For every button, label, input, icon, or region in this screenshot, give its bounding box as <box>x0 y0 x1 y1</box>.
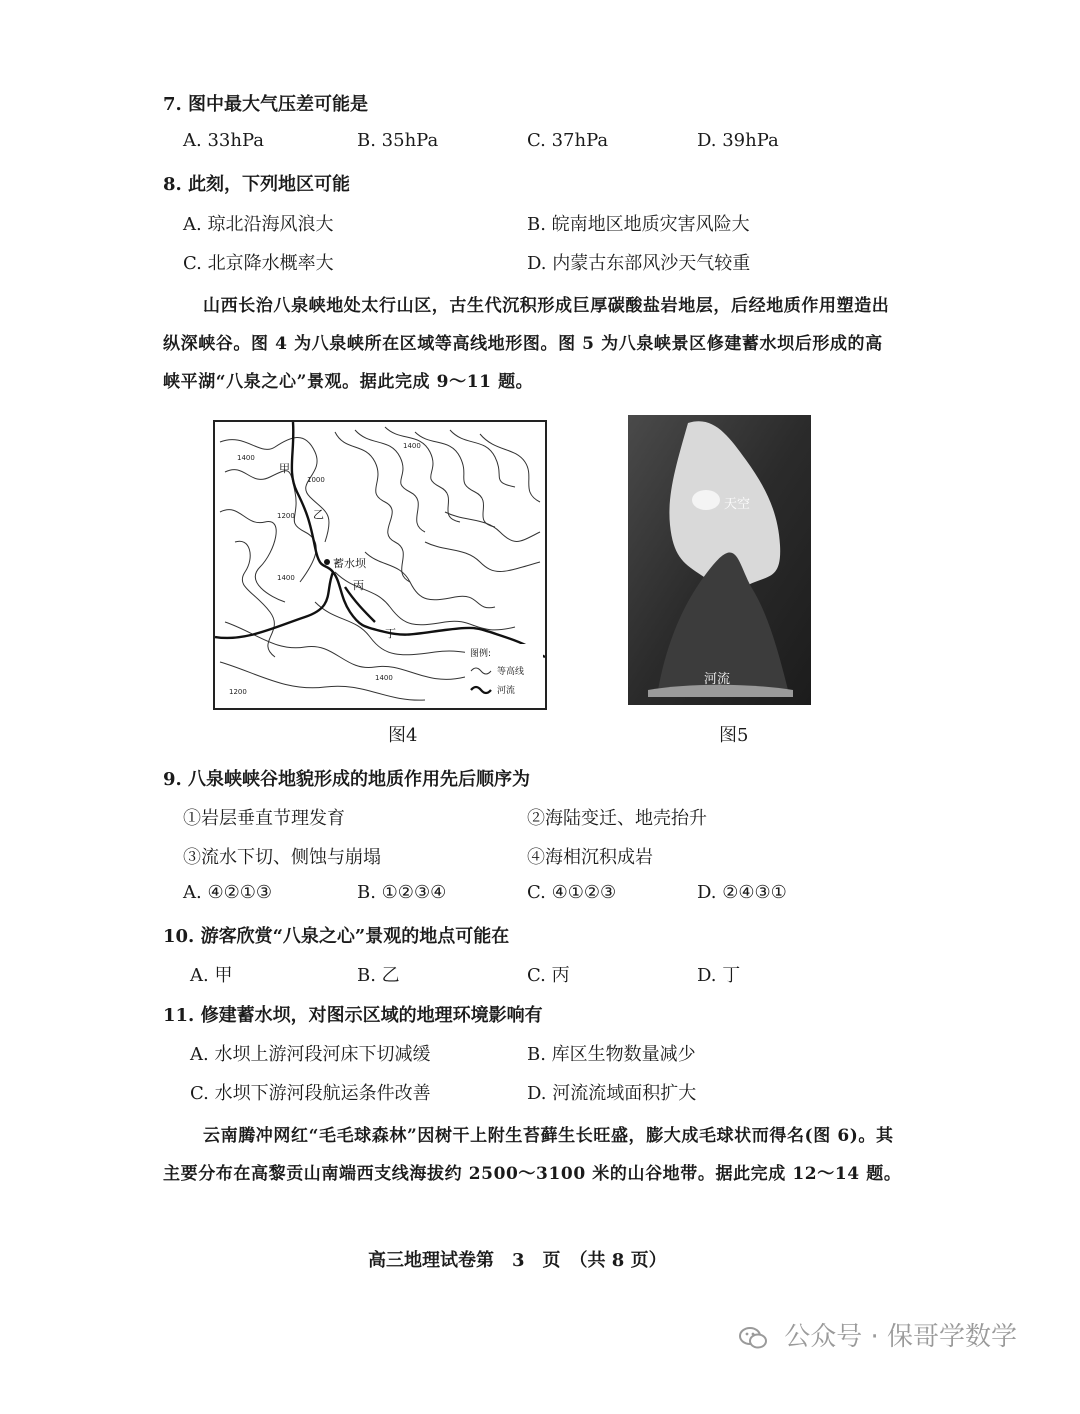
label-bing: 丙 <box>353 579 364 592</box>
q11-stem: 11. 修建蓄水坝，对图示区域的地理环境影响有 <box>163 1005 543 1026</box>
contour-line <box>385 427 460 522</box>
contour-line <box>365 552 495 608</box>
contour-label: 1400 <box>375 674 393 682</box>
passage1-line-2: 纵深峡谷。图 4 为八泉峡所在区域等高线地形图。图 5 为八泉峡景区修建蓄水坝后形成的高 <box>163 334 883 354</box>
q9-option-d: D. ②④③① <box>697 882 787 903</box>
passage1-line-1: 山西长治八泉峡地处太行山区，古生代沉积形成巨厚碳酸盐岩地层，后经地质作用塑造出 <box>203 296 890 316</box>
label-ding: 丁 <box>385 627 396 640</box>
contour-label: 1400 <box>277 574 295 582</box>
contour-line <box>415 432 495 527</box>
cloud <box>692 490 720 510</box>
passage2-line-1: 云南腾冲网红“毛毛球森林”因树干上附生苔藓生长旺盛，膨大成毛球状而得名(图 6)。其 <box>203 1126 894 1146</box>
contour-label: 1200 <box>229 688 247 696</box>
figure4-contour-map <box>213 420 547 710</box>
contour-label: 1400 <box>237 454 255 462</box>
label-yi: 乙 <box>313 508 324 521</box>
q8-option-d: D. 内蒙古东部风沙天气较重 <box>527 253 751 274</box>
contour-label: 1400 <box>403 442 421 450</box>
contour-line <box>220 510 285 602</box>
label-dam: 蓄水坝 <box>333 557 366 570</box>
legend-title: 图例: <box>470 649 492 659</box>
q7-option-a: A. 33hPa <box>183 130 264 151</box>
q9-option-b: B. ①②③④ <box>357 882 447 903</box>
legend-river-label: 河流 <box>497 686 516 696</box>
q9-stem: 9. 八泉峡峡谷地貌形成的地质作用先后顺序为 <box>163 769 531 790</box>
contour-map-svg <box>215 422 545 708</box>
q8-option-c: C. 北京降水概率大 <box>183 253 334 274</box>
watermark <box>738 1316 1017 1353</box>
passage1-line-3: 峡平湖“八泉之心”景观。据此完成 9～11 题。 <box>163 372 534 392</box>
figure5-caption: 图5 <box>719 725 749 746</box>
q7-stem: 7. 图中最大气压差可能是 <box>163 94 369 115</box>
watermark-text: 公众号 · 保哥学数学 <box>784 1322 1018 1352</box>
contour-line <box>225 622 465 679</box>
wechat-icon <box>738 1325 768 1351</box>
q10-option-c: C. 丙 <box>527 965 570 986</box>
q9-option-c: C. ④①②③ <box>527 882 617 903</box>
river-main <box>292 422 545 657</box>
photo-svg <box>628 415 811 705</box>
page-footer: 高三地理试卷第 3 页 （共 8 页） <box>368 1250 667 1271</box>
q7-option-c: C. 37hPa <box>527 130 609 151</box>
q8-option-a: A. 琼北沿海风浪大 <box>183 214 334 235</box>
q9-item-4: ④海相沉积成岩 <box>527 847 653 868</box>
q9-item-1: ①岩层垂直节理发育 <box>183 808 345 829</box>
dam-marker <box>324 559 330 565</box>
figure5-photo <box>628 415 811 705</box>
passage2-line-2: 主要分布在高黎贡山南端西支线海拔约 2500～3100 米的山谷地带。据此完成 12～14 题。 <box>163 1164 902 1184</box>
q9-option-a: A. ④②①③ <box>183 882 272 903</box>
q10-option-b: B. 乙 <box>357 965 400 986</box>
q11-option-d: D. 河流流域面积扩大 <box>527 1083 697 1104</box>
photo-label-river: 河流 <box>704 672 731 687</box>
q9-item-2: ②海陆变迁、地壳抬升 <box>527 808 707 829</box>
q8-stem: 8. 此刻，下列地区可能 <box>163 174 351 195</box>
photo-label-sky: 天空 <box>724 497 751 512</box>
q10-option-d: D. 丁 <box>697 965 741 986</box>
q11-option-a: A. 水坝上游河段河床下切减缓 <box>190 1044 431 1065</box>
q11-option-b: B. 库区生物数量减少 <box>527 1044 696 1065</box>
contour-line <box>450 430 515 487</box>
label-jia: 甲 <box>279 462 290 475</box>
q7-option-b: B. 35hPa <box>357 130 439 151</box>
q8-option-b: B. 皖南地区地质灾害风险大 <box>527 214 750 235</box>
contour-line <box>445 512 540 541</box>
contour-label: 1000 <box>307 476 325 484</box>
contour-label: 1200 <box>277 512 295 520</box>
contour-line <box>480 434 540 502</box>
q9-item-3: ③流水下切、侧蚀与崩塌 <box>183 847 381 868</box>
river-tributary <box>215 572 333 638</box>
q10-stem: 10. 游客欣赏“八泉之心”景观的地点可能在 <box>163 926 510 947</box>
q10-option-a: A. 甲 <box>190 965 233 986</box>
q7-option-d: D. 39hPa <box>697 130 779 151</box>
q11-option-c: C. 水坝下游河段航运条件改善 <box>190 1083 431 1104</box>
legend-contour-label: 等高线 <box>497 667 525 677</box>
figure4-caption: 图4 <box>388 725 418 746</box>
contour-line <box>225 470 316 582</box>
contour-line <box>425 542 540 571</box>
contour-line <box>235 541 275 657</box>
